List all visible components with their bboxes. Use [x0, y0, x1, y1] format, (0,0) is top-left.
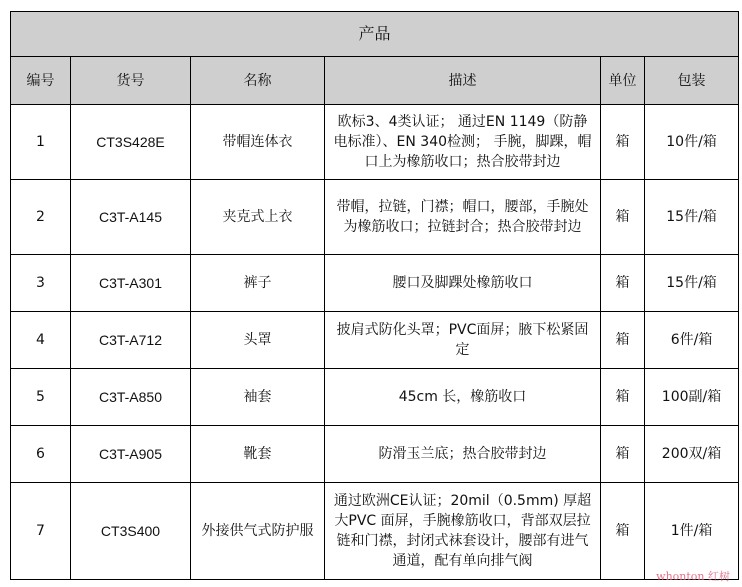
cell-code: CT3S400 [71, 483, 191, 580]
column-header-number: 编号 [11, 57, 71, 105]
cell-description: 通过欧洲CE认证；20mil（0.5mm) 厚超大PVC 面屏，手腕橡筋收口，背部双层拉链和门襟，封闭式袜套设计，腰部有进气通道，配有单向排气阀 [325, 483, 601, 580]
cell-unit: 箱 [601, 369, 645, 426]
cell-code: C3T-A145 [71, 180, 191, 255]
column-header-code: 货号 [71, 57, 191, 105]
cell-name: 袖套 [191, 369, 325, 426]
cell-name: 带帽连体衣 [191, 105, 325, 180]
cell-unit: 箱 [601, 312, 645, 369]
product-table [10, 11, 739, 580]
cell-number: 1 [11, 105, 71, 180]
table-row [11, 105, 739, 180]
cell-packaging: 10件/箱 [645, 105, 739, 180]
table-row [11, 426, 739, 483]
cell-code: C3T-A301 [71, 255, 191, 312]
cell-unit: 箱 [601, 255, 645, 312]
cell-name: 靴套 [191, 426, 325, 483]
cell-name: 夹克式上衣 [191, 180, 325, 255]
cell-code: C3T-A850 [71, 369, 191, 426]
watermark: whonton 红树 [656, 570, 730, 583]
cell-unit: 箱 [601, 426, 645, 483]
table-row [11, 312, 739, 369]
cell-packaging: 15件/箱 [645, 180, 739, 255]
cell-description: 欧标3、4类认证； 通过EN 1149（防静电标准）、EN 340检测； 手腕，脚踝，帽口上为橡筋收口；热合胶带封边 [325, 105, 601, 180]
cell-number: 4 [11, 312, 71, 369]
cell-code: CT3S428E [71, 105, 191, 180]
cell-number: 6 [11, 426, 71, 483]
column-header-packaging: 包装 [645, 57, 739, 105]
cell-description: 防滑玉兰底；热合胶带封边 [325, 426, 601, 483]
table-row [11, 369, 739, 426]
cell-code: C3T-A712 [71, 312, 191, 369]
cell-packaging: 100副/箱 [645, 369, 739, 426]
cell-name: 裤子 [191, 255, 325, 312]
cell-number: 5 [11, 369, 71, 426]
column-header-name: 名称 [191, 57, 325, 105]
cell-description: 45cm 长，橡筋收口 [325, 369, 601, 426]
cell-code: C3T-A905 [71, 426, 191, 483]
cell-unit: 箱 [601, 483, 645, 580]
cell-number: 7 [11, 483, 71, 580]
cell-name: 头罩 [191, 312, 325, 369]
table-row [11, 255, 739, 312]
table-row [11, 180, 739, 255]
cell-number: 2 [11, 180, 71, 255]
cell-unit: 箱 [601, 105, 645, 180]
cell-name: 外接供气式防护服 [191, 483, 325, 580]
cell-description: 腰口及脚踝处橡筋收口 [325, 255, 601, 312]
table-row [11, 483, 739, 580]
cell-number: 3 [11, 255, 71, 312]
cell-unit: 箱 [601, 180, 645, 255]
table-title: 产品 [11, 12, 739, 57]
cell-description: 披肩式防化头罩；PVC面屏；腋下松紧固定 [325, 312, 601, 369]
cell-description: 带帽，拉链，门襟；帽口，腰部，手腕处为橡筋收口；拉链封合；热合胶带封边 [325, 180, 601, 255]
cell-packaging: 200双/箱 [645, 426, 739, 483]
cell-packaging: 6件/箱 [645, 312, 739, 369]
column-header-description: 描述 [325, 57, 601, 105]
cell-packaging: 15件/箱 [645, 255, 739, 312]
cell-packaging: 1件/箱 [645, 483, 739, 580]
column-header-unit: 单位 [601, 57, 645, 105]
